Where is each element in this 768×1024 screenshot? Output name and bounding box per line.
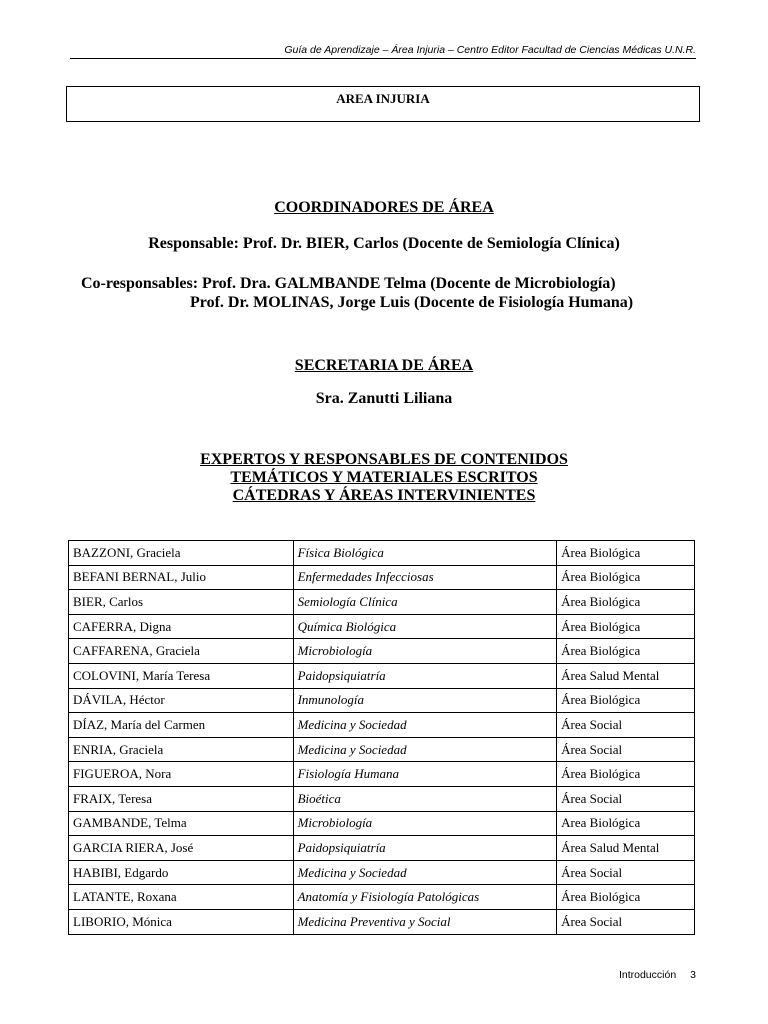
table-row xyxy=(69,639,695,664)
table-row xyxy=(69,836,695,861)
area-title-box: AREA INJURIA xyxy=(66,86,700,122)
experts-title-line-1: EXPERTOS Y RESPONSABLES DE CONTENIDOS xyxy=(200,451,568,468)
expert-subject: Inmunología xyxy=(293,688,557,713)
table-row xyxy=(69,590,695,615)
coresponsible-line-2: Prof. Dr. MOLINAS, Jorge Luis (Docente de Fisiología Humana) xyxy=(190,294,634,311)
expert-area: Área Biológica xyxy=(557,590,695,615)
table-row xyxy=(69,688,695,713)
expert-area: Área Social xyxy=(557,786,695,811)
table-row xyxy=(69,541,695,566)
secretary-name: Sra. Zanutti Liliana xyxy=(315,390,453,407)
table-row xyxy=(69,614,695,639)
expert-area: Área Social xyxy=(557,909,695,934)
expert-subject: Paidopsiquiatría xyxy=(293,663,557,688)
expert-subject: Química Biológica xyxy=(293,614,557,639)
expert-name: LATANTE, Roxana xyxy=(69,885,294,910)
expert-area: Área Salud Mental xyxy=(557,836,695,861)
expert-name: BIER, Carlos xyxy=(69,590,294,615)
expert-subject: Enfermedades Infecciosas xyxy=(293,565,557,590)
table-row xyxy=(69,885,695,910)
expert-subject: Medicina y Sociedad xyxy=(293,713,557,738)
expert-subject: Medicina Preventiva y Social xyxy=(293,909,557,934)
expert-name: CAFFARENA, Graciela xyxy=(69,639,294,664)
responsible-line: Responsable: Prof. Dr. BIER, Carlos (Docente de Semiología Clínica) xyxy=(148,235,620,252)
page-footer xyxy=(619,969,696,981)
expert-area: Area Biológica xyxy=(557,811,695,836)
table-row xyxy=(69,737,695,762)
expert-name: DÁVILA, Héctor xyxy=(69,688,294,713)
table-row xyxy=(69,909,695,934)
expert-subject: Física Biológica xyxy=(293,541,557,566)
table-row xyxy=(69,663,695,688)
expert-area: Área Biológica xyxy=(557,565,695,590)
expert-name: GARCIA RIERA, José xyxy=(69,836,294,861)
table-row xyxy=(69,811,695,836)
expert-name: BAZZONI, Graciela xyxy=(69,541,294,566)
expert-subject: Medicina y Sociedad xyxy=(293,860,557,885)
expert-area: Área Biológica xyxy=(557,688,695,713)
expert-area: Área Social xyxy=(557,713,695,738)
expert-name: HABIBI, Edgardo xyxy=(69,860,294,885)
expert-name: DÍAZ, María del Carmen xyxy=(69,713,294,738)
expert-subject: Anatomía y Fisiología Patológicas xyxy=(293,885,557,910)
experts-title xyxy=(60,451,708,505)
coordinators-heading: COORDINADORES DE ÁREA xyxy=(274,199,494,216)
expert-name: GAMBANDE, Telma xyxy=(69,811,294,836)
expert-name: CAFERRA, Digna xyxy=(69,614,294,639)
expert-subject: Microbiología xyxy=(293,811,557,836)
expert-name: FIGUEROA, Nora xyxy=(69,762,294,787)
table-row xyxy=(69,565,695,590)
expert-subject: Bioética xyxy=(293,786,557,811)
table-row xyxy=(69,786,695,811)
expert-subject: Medicina y Sociedad xyxy=(293,737,557,762)
experts-title-line-2: TEMÁTICOS Y MATERIALES ESCRITOS xyxy=(230,469,538,486)
footer-section: Introducción xyxy=(618,969,677,981)
expert-area: Área Biológica xyxy=(557,541,695,566)
table-row xyxy=(69,860,695,885)
expert-area: Área Social xyxy=(557,860,695,885)
expert-area: Área Social xyxy=(557,737,695,762)
expert-name: LIBORIO, Mónica xyxy=(69,909,294,934)
expert-name: FRAIX, Teresa xyxy=(69,786,294,811)
expert-subject: Fisiología Humana xyxy=(293,762,557,787)
expert-subject: Semiología Clínica xyxy=(293,590,557,615)
expert-area: Área Salud Mental xyxy=(557,663,695,688)
expert-subject: Microbiología xyxy=(293,639,557,664)
expert-area: Área Biológica xyxy=(557,614,695,639)
experts-table xyxy=(68,540,695,935)
expert-name: COLOVINI, María Teresa xyxy=(69,663,294,688)
secretary-heading: SECRETARIA DE ÁREA xyxy=(294,357,474,374)
expert-area: Área Biológica xyxy=(557,762,695,787)
running-header: Guía de Aprendizaje – Área Injuria – Centro Editor Facultad de Ciencias Médicas U.N.R. xyxy=(70,44,696,59)
page-number: 3 xyxy=(690,969,696,981)
experts-title-line-3: CÁTEDRAS Y ÁREAS INTERVINIENTES xyxy=(232,487,536,504)
expert-area: Área Biológica xyxy=(557,885,695,910)
coresponsible-line-1: Co-responsables: Prof. Dra. GALMBANDE Telma (Docente de Microbiología) xyxy=(81,275,616,292)
table-row xyxy=(69,762,695,787)
expert-name: ENRIA, Graciela xyxy=(69,737,294,762)
expert-area: Área Biológica xyxy=(557,639,695,664)
table-row xyxy=(69,713,695,738)
expert-subject: Paidopsiquiatría xyxy=(293,836,557,861)
expert-name: BEFANI BERNAL, Julio xyxy=(69,565,294,590)
